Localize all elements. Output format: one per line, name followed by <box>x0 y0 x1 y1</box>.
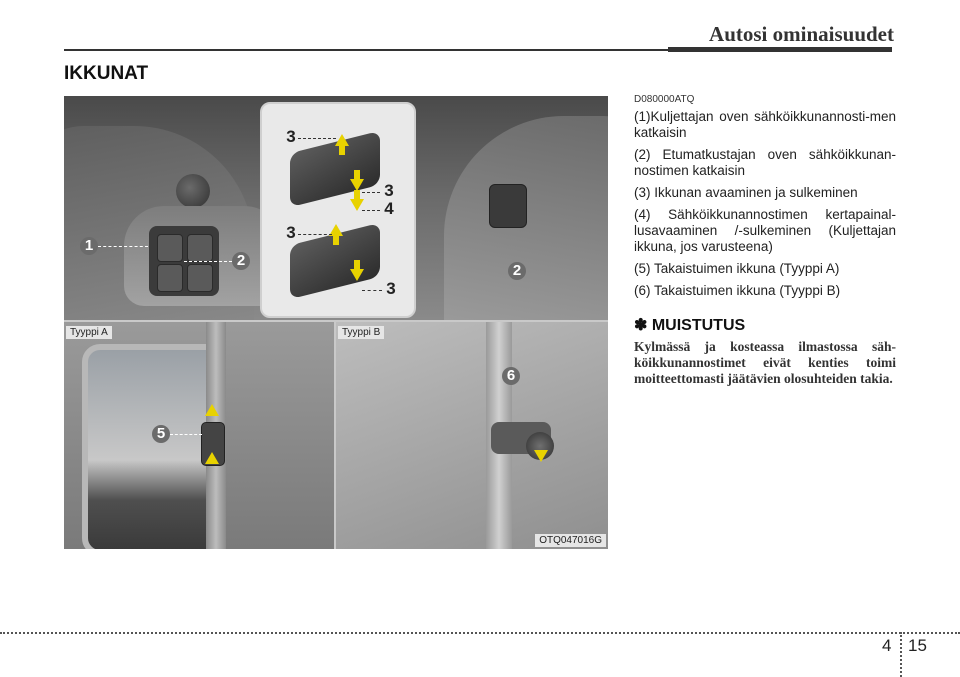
callout-6: 6 <box>502 367 520 385</box>
leader-line <box>362 290 382 291</box>
arrow-down-icon <box>350 269 364 281</box>
section-title: IKKUNAT <box>64 63 149 84</box>
figure-code: OTQ047016G <box>535 534 606 547</box>
callout-2: 2 <box>232 252 250 270</box>
running-header-title: Autosi ominaisuudet <box>709 22 894 46</box>
arrow-stem <box>354 260 360 269</box>
callout-3-open-lower: 3 <box>286 223 296 242</box>
arrow-stem <box>354 190 360 199</box>
rear-window-type-b-panel <box>336 322 608 549</box>
footer-rule <box>0 632 960 634</box>
window-switch <box>157 264 183 292</box>
leader-line <box>362 210 380 211</box>
legend-item-4: (4) Sähköikkunannostimen kertapainal-lusavaaminen /-sulkeminen (Kuljettajan ikkuna, jos varusteena) <box>634 207 896 254</box>
type-b-label: Tyyppi B <box>338 326 384 339</box>
callout-3-open: 3 <box>286 127 296 146</box>
leader-line <box>298 138 336 139</box>
document-code: D080000ATQ <box>634 94 695 105</box>
arrow-up-icon <box>335 134 349 146</box>
leader-line <box>98 246 148 247</box>
window-switch <box>187 264 213 292</box>
rotate-arrow-icon <box>534 450 548 462</box>
arrow-stem <box>339 146 345 155</box>
front-doors-panel <box>64 96 608 320</box>
callout-2-passenger: 2 <box>508 262 526 280</box>
callout-1: 1 <box>80 237 98 255</box>
legend-item-3: (3) Ikkunan avaaminen ja sulkeminen <box>634 185 858 200</box>
footer-divider <box>900 632 902 677</box>
leader-line <box>184 261 232 262</box>
leader-line <box>170 434 202 435</box>
type-a-label: Tyyppi A <box>66 326 112 339</box>
legend-item-5: (5) Takaistuimen ikkuna (Tyyppi A) <box>634 261 840 276</box>
window-switch <box>157 234 183 262</box>
legend-item-1: (1)Kuljettajan oven sähköikkunannosti-men katkaisin <box>634 109 896 140</box>
chapter-number: 4 <box>882 636 892 655</box>
legend-item-6: (6) Takaistuimen ikkuna (Tyyppi B) <box>634 283 841 298</box>
mirror-control-knob <box>176 174 210 208</box>
arrow-stem <box>354 170 360 179</box>
note-title: ✽ MUISTUTUS <box>634 317 746 334</box>
note-body: Kylmässä ja kosteassa ilmastossa säh-köikkunannostimet eivät kenties toimi moitteettomasti jäätävien olosuhteiden takia. <box>634 339 896 386</box>
window-switch <box>187 234 213 262</box>
arrow-stem <box>333 236 339 245</box>
header-rule-accent <box>668 47 892 52</box>
legend-item-2: (2) Etumatkustajan oven sähköikkunan-nostimen katkaisin <box>634 147 896 178</box>
leader-line <box>362 192 380 193</box>
passenger-window-switch <box>489 184 527 228</box>
switch-detail-inset <box>260 102 416 318</box>
arrow-up-icon <box>205 404 219 416</box>
page-number: 15 <box>908 636 927 655</box>
leader-line <box>298 234 332 235</box>
callout-4: 4 <box>384 199 394 218</box>
windows-illustration <box>64 96 608 549</box>
rear-window-type-a-panel <box>64 322 334 549</box>
arrow-up-icon <box>205 452 219 464</box>
description-column <box>634 94 896 387</box>
callout-5: 5 <box>152 425 170 443</box>
callout-3-close: 3 <box>384 181 394 200</box>
callout-3-close-lower: 3 <box>386 279 396 298</box>
